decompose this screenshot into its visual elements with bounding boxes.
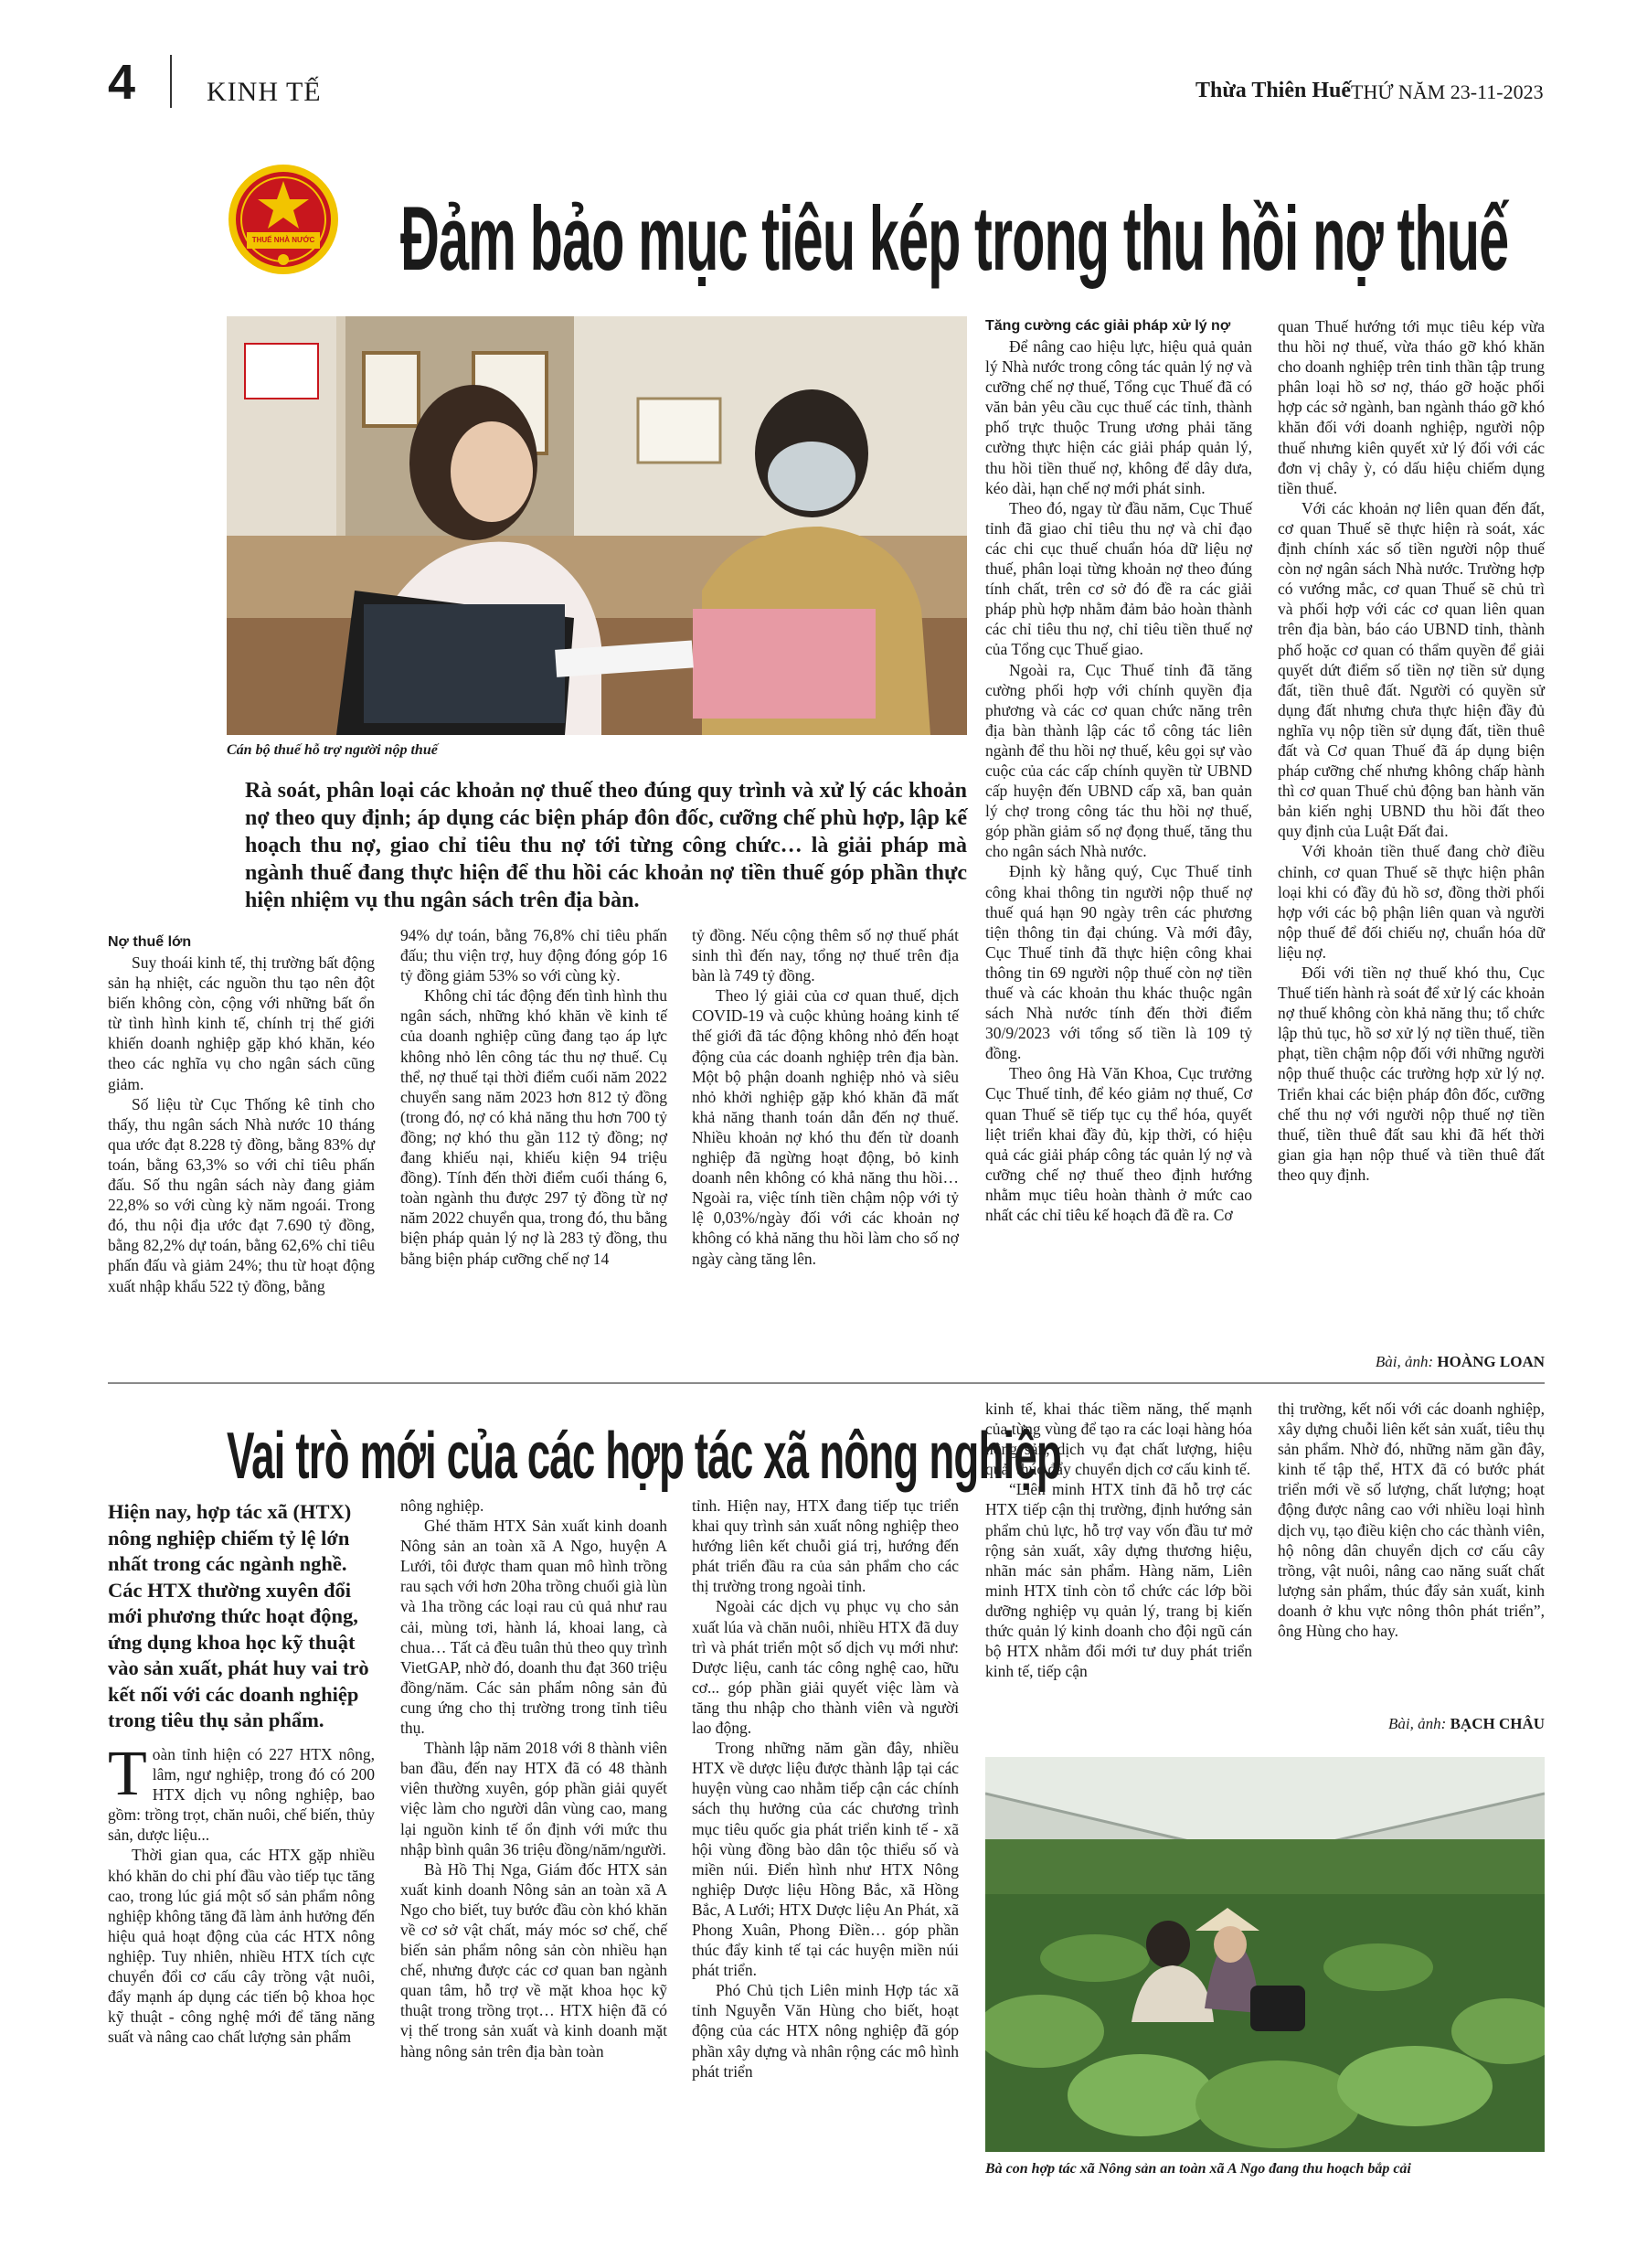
article2-lede xyxy=(108,1499,375,1734)
paragraph: Với các khoản nợ liên quan đến đất, cơ quan Thuế sẽ thực hiện rà soát, xác định chính xác số tiền người nộp thuế còn nợ ngân sách Nhà nước. Trường hợp có vướng mắc, cơ quan Thuế sẽ chủ trì và phối hợp với các cơ quan liên quan trên địa bàn, báo cáo UBND tỉnh, thành phố hoặc cơ quan có thẩm quyền để giải quyết dứt điểm số tiền nợ tiền sử dụng đất, tiền thuê đất. Người có quyền sử dụng đất nhưng chưa thực hiện đầy đủ nghĩa vụ nộp tiền sử dụng đất, tiền thuê đất và Cơ quan Thuế đã áp dụng biện pháp cưỡng chế nhưng không chấp hành thì cơ quan Thuế chủ động ban hành văn bản kiến nghị UBND thu hồi đất theo quy định của Luật Đất đai. xyxy=(1278,498,1545,841)
article1-credit xyxy=(1278,1353,1545,1371)
credit-label: Bài, ảnh: xyxy=(1388,1715,1447,1732)
paragraph: tỷ đồng. Nếu cộng thêm số nợ thuế phát sinh thì đến nay, tổng nợ thuế trên địa bàn là 749 tỷ đồng. xyxy=(692,926,959,985)
lede-text: Hiện nay, hợp tác xã (HTX) nông nghiệp chiếm tỷ lệ lớn nhất trong các ngành nghề. Các HTX thường xuyên đổi mới phương thức hoạt động, ứng dụng khoa học kỹ thuật vào sản xuất, phát huy vai trò kết nối với các doanh nghiệp trong tiêu thụ sản phẩm. xyxy=(108,1500,369,1731)
paragraph: Với khoản tiền thuế đang chờ điều chỉnh, cơ quan Thuế sẽ thực hiện phân loại khi có đầy đủ hồ sơ, đồng thời phối hợp với các bộ phận liên quan và người nộp thuế để đối chiếu nợ, chuẩn hóa dữ liệu nợ. xyxy=(1278,842,1545,962)
paragraph: Để nâng cao hiệu lực, hiệu quả quản lý Nhà nước trong công tác quản lý nợ và cưỡng chế nợ thuế, Tổng cục Thuế đã có văn bản yêu cầu cục thuế các tỉnh, thành phố trực thuộc Trung ương phải tăng cường thực hiện các giải pháp quản lý, thu hồi tiền thuế nợ, không để dây dưa, kéo dài, hạn chế nợ mới phát sinh. xyxy=(985,337,1252,497)
paragraph: Ngoài ra, Cục Thuế tỉnh đã tăng cường phối hợp với chính quyền địa phương và các cơ quan chức năng trên địa bàn thành lập các tổ công tác liên ngành để thu hồi nợ thuế, kêu gọi sự vào cuộc của các cấp chính quyền từ UBND cấp huyện đến UBND cấp xã, ban quản lý chợ trong công tác thu hồi nợ thuế, góp phần giảm số nợ đọng thuế, tăng thu cho ngân sách Nhà nước. xyxy=(985,660,1252,861)
tax-emblem xyxy=(227,161,340,278)
photo-caption: Cán bộ thuế hỗ trợ người nộp thuế xyxy=(227,742,438,758)
paragraph: Đối với tiền nợ thuế khó thu, Cục Thuế tiến hành rà soát để xử lý các khoản nợ thuế không còn khả năng thu; tổ chức lập thủ tục, hồ sơ xử lý nợ tiền thuế, tiền phạt, tiền chậm nộp đối với những người nộp thuế thuộc các trường hợp xử lý nợ. Triển khai các biện pháp đôn đốc, cưỡng chế thu nợ với người nộp thuế nợ tiền thuế, tiền thuê đất sau khi đã hết thời gian gia hạn nộp thuế và tiền thuê đất theo quy định. xyxy=(1278,964,1545,1184)
paragraph: “Liên minh HTX tỉnh đã hỗ trợ các HTX tiếp cận thị trường, định hướng sản phẩm chủ lực, hỗ trợ vay vốn đầu tư mở rộng sản xuất, xây dựng thương hiệu, nhãn mác sản phẩm. Hàng năm, Liên minh HTX tỉnh còn tổ chức các lớp bồi dưỡng nghiệp vụ quản lý, trang bị kiến thức quản lý kinh doanh cho đội ngũ cán bộ HTX nhằm đổi mới tư duy phát triển kinh tế, tiếp cận xyxy=(985,1480,1252,1681)
paragraph: Ghé thăm HTX Sản xuất kinh doanh Nông sản an toàn xã A Ngo, huyện A Lưới, tôi được tham quan mô hình trồng rau sạch với hơn 20ha trồng chuối già lùn và 1ha trồng các loại rau củ quả như rau cải, mùng tơi, hành lá, khoai lang, cà chua… Tất cả đều tuân thủ theo quy trình VietGAP, nhờ đó, doanh thu đạt 360 triệu đồng/năm. Các sản phẩm nông sản đủ cung ứng cho thị trường trong tỉnh tiêu thụ. xyxy=(400,1517,667,1738)
page-number: 4 xyxy=(108,55,136,110)
article1-lede xyxy=(245,777,967,914)
article1-col-c xyxy=(692,925,959,1269)
article1-col-b xyxy=(400,925,667,1269)
credit-label: Bài, ảnh: xyxy=(1375,1353,1434,1370)
drop-cap: T xyxy=(108,1739,147,1809)
paragraph: 94% dự toán, bằng 76,8% chỉ tiêu phấn đấu; thu viện trợ, huy động đóng góp 16 tỷ đồng giảm 53% so với cùng kỳ. xyxy=(400,926,667,985)
cabbage-harvest-photo xyxy=(985,1757,1545,2152)
paragraph: Ngoài các dịch vụ phục vụ cho sản xuất lúa và chăn nuôi, nhiều HTX đã duy trì và phát triển một số dịch vụ mới như: Dược liệu, canh tác công nghệ cao, hữu cơ... góp phần giải quyết việc làm và tăng thu nhập cho thành viên và người lao động. xyxy=(692,1597,959,1738)
article2-col-a xyxy=(108,1739,375,2047)
tax-office-photo xyxy=(227,316,967,735)
page-header xyxy=(0,0,1647,119)
paragraph: tỉnh. Hiện nay, HTX đang tiếp tục triển khai quy trình sản xuất nông nghiệp theo hướng liên kết chuỗi giá trị, hướng đến phát triển đầu ra của sản phẩm cho các thị trường trong ngoài tỉnh. xyxy=(692,1496,959,1596)
subhead-giai-phap: Tăng cường các giải pháp xử lý nợ xyxy=(985,318,1231,334)
paragraph: Số liệu từ Cục Thống kê tỉnh cho thấy, thu ngân sách Nhà nước 10 tháng qua ước đạt 8.228 tỷ đồng, bằng 83% dự toán, bằng 63,3% so với chỉ tiêu phấn đấu. Số thu ngân sách này đang giảm 22,8% so với cùng kỳ năm ngoái. Trong đó, thu nội địa ước đạt 7.690 tỷ đồng, bằng 82,2% dự toán, bằng 62,6% chỉ tiêu phấn đấu và giảm 24%; thu từ hoạt động xuất nhập khẩu 522 tỷ đồng, bằng xyxy=(108,1094,375,1295)
paragraph: Theo đó, ngay từ đầu năm, Cục Thuế tỉnh đã giao chỉ tiêu thu nợ và chỉ đạo các chi cục thuế chuẩn hóa dữ liệu nợ thuế, phân loại từng khoản nợ theo đúng tính chất, trên cơ sở đó đề ra các giải pháp phù hợp nhằm đảm bảo hoàn thành các chỉ tiêu thu nợ, chỉ tiêu tiền thuế nợ của Tổng cục Thuế giao. xyxy=(985,498,1252,659)
paragraph: quan Thuế hướng tới mục tiêu kép vừa thu hồi nợ thuế, vừa tháo gỡ khó khăn cho doanh nghiệp trên tinh thần tập trung phân loại hồ sơ nợ, tháo gỡ hoặc phối hợp các sở ngành, ban ngành tháo gỡ khó khăn đối với doanh nghiệp, người nộp thuế nhưng kiên quyết xử lý đối với các đơn vị chây ỳ, có dấu hiệu chiếm dụng tiền thuế. xyxy=(1278,317,1545,497)
paragraph: Thời gian qua, các HTX gặp nhiều khó khăn do chi phí đầu vào tiếp tục tăng cao, trong lúc giá một số sản phẩm nông nghiệp không tăng đã làm ảnh hưởng đến hiệu quả hoạt động của các HTX nông nghiệp. Tuy nhiên, nhiều HTX tích cực chuyển đổi cơ cấu cây trồng vật nuôi, đẩy mạnh áp dụng các tiến bộ khoa học kỹ thuật - công nghệ mới để tăng năng suất và nâng cao chất lượng sản phẩm xyxy=(108,1846,375,2047)
article1-title: Đảm bảo mục tiêu kép trong thu hồi nợ thuế xyxy=(400,187,1509,289)
paragraph: Theo lý giải của cơ quan thuế, dịch COVID-19 và cuộc khủng hoảng kinh tế thế giới đã tác động không nhỏ đến hoạt động của các doanh nghiệp trên địa bàn. Một bộ phận doanh nghiệp nhỏ và siêu nhỏ khởi nghiệp gặp khó khăn đã mất khả năng thanh toán dẫn đến nợ thuế. Nhiều khoản nợ khó thu đến từ doanh nghiệp đã ngừng hoạt động, bỏ kinh doanh nên không có khả năng thu hồi… Ngoài ra, việc tính tiền chậm nộp với tỷ lệ 0,03%/ngày đối với các khoản nợ không có khả năng thu hồi làm cho số nợ ngày càng tăng lên. xyxy=(692,986,959,1268)
paragraph: Thành lập năm 2018 với 8 thành viên ban đầu, đến nay HTX đã có 48 thành viên thường xuyên, góp phần giải quyết việc làm cho người dân vùng cao, mang lại nguồn kinh tế ổn định với mức thu nhập bình quân 36 triệu đồng/năm/người. xyxy=(400,1739,667,1858)
article2-col-c xyxy=(692,1496,959,2082)
paragraph: nông nghiệp. xyxy=(400,1496,484,1515)
lede-text: Rà soát, phân loại các khoản nợ thuế theo đúng quy trình và xử lý các khoản nợ theo quy định; áp dụng các biện pháp đôn đốc, cưỡng chế phù hợp, lập kế hoạch thu nợ, giao chỉ tiêu thu nợ tới từng công chức… là giải pháp mà ngành thuế đang thực hiện để thu hồi các khoản nợ tiền thuế góp phần thực hiện nhiệm vụ thu ngân sách trên địa bàn. xyxy=(245,779,967,912)
article2-col-d xyxy=(985,1399,1252,1681)
header-divider xyxy=(170,55,172,108)
article1-col-e xyxy=(1278,316,1545,1185)
paragraph: Trong những năm gần đây, nhiều HTX về dược liệu được thành lập tại các huyện vùng cao nhằm tiếp cận các chính sách thụ hưởng của các chương trình mục tiêu quốc gia phát triển kinh tế - xã hội vùng đồng bào dân tộc thiểu số và miền núi. Điển hình như HTX Nông nghiệp Dược liệu Hồng Bắc, xã Hồng Bắc, A Lưới; HTX Dược liệu An Phát, xã Phong Xuân, Phong Điền… góp phần thúc đẩy kinh tế tại các huyện miền núi phát triển. xyxy=(692,1739,959,1980)
paper-name: Thừa Thiên Huế xyxy=(1195,79,1352,102)
paragraph: thị trường, kết nối với các doanh nghiệp, xây dựng chuỗi liên kết sản xuất, tiêu thụ sản phẩm. Nhờ đó, những năm gần đây, kinh tế tập thể, HTX đã có bước phát triển mới về số lượng, chất lượng; hoạt động được nâng cao với nhiều loại hình dịch vụ, tạo điều kiện cho các thành viên, hộ nông dân chuyển dịch cơ cấu cây trồng, vật nuôi, nâng cao năng suất chất lượng sản phẩm, thúc đẩy sản xuất, kinh doanh ở khu vực nông thôn phát triển”, ông Hùng cho hay. xyxy=(1278,1400,1545,1641)
paragraph: Bà Hồ Thị Nga, Giám đốc HTX sản xuất kinh doanh Nông sản an toàn xã A Ngo cho biết, tuy bước đầu còn khó khăn về cơ sở vật chất, máy móc sơ chế, chế biến sản phẩm nông sản còn nhiều hạn chế, nhưng được các cơ quan ban ngành quan tâm, hỗ trợ về mặt khoa học kỹ thuật trong trồng trọt… HTX hiện đã có vị thế trong sản xuất và kinh doanh mặt hàng nông sản trên địa bàn toàn xyxy=(400,1859,667,2060)
paragraph: Theo ông Hà Văn Khoa, Cục trưởng Cục Thuế tỉnh, để kéo giảm nợ thuế, Cơ quan Thuế sẽ tiếp tục cụ thể hóa, quyết liệt triển khai đầy đủ, kịp thời, có hiệu quả các giải pháp công tác quản lý nợ và cưỡng chế nợ thuế theo định hướng nhằm mục tiêu hoàn thành ở mức cao nhất các chỉ tiêu kế hoạch đã đề ra. Cơ xyxy=(985,1064,1252,1225)
photo-caption: Bà con hợp tác xã Nông sản an toàn xã A Ngo đang thu hoạch bắp cải xyxy=(985,2161,1411,2177)
article2-col-e xyxy=(1278,1399,1545,1641)
article2-credit xyxy=(1278,1715,1545,1733)
paragraph: Suy thoái kinh tế, thị trường bất động sản hạ nhiệt, các nguồn thu tạo nên đột biến không còn, cộng với những bất ổn từ tình hình kinh tế, chính trị thế giới khiến doanh nghiệp gặp khó khăn, kéo theo các nghĩa vụ cho ngân sách cũng giảm. xyxy=(108,953,375,1093)
article2-col-b xyxy=(400,1496,667,2061)
article1-col-a xyxy=(108,932,375,1296)
paragraph: Không chỉ tác động đến tình hình thu ngân sách, những khó khăn về kinh tế của doanh nghiệp cũng đang tạo áp lực không nhỏ lên công tác thu nợ thuế. Cụ thể, nợ thuế tại thời điểm cuối năm 2022 chuyển sang năm 2023 hơn 812 tỷ đồng (trong đó, nợ có khả năng thu hơn 700 tỷ đồng; nợ khó thu gần 112 tỷ đồng; nợ đang khiếu nại, khiếu kiện 94 triệu đồng). Tính đến thời điểm cuối tháng 6, toàn ngành thu được 297 tỷ đồng từ nợ năm 2022 chuyển qua, trong đó, thu bằng biện pháp quản lý nợ là 283 tỷ đồng, thu bằng biện pháp cưỡng chế nợ 14 xyxy=(400,986,667,1268)
credit-name: HOÀNG LOAN xyxy=(1437,1353,1545,1370)
section-divider xyxy=(108,1382,1545,1384)
subhead-no-thue-lon: Nợ thuế lớn xyxy=(108,934,192,950)
paragraph: oàn tỉnh hiện có 227 HTX nông, lâm, ngư nghiệp, trong đó có 200 HTX dịch vụ nông nghiệp, bao gồm: trồng trọt, chăn nuôi, chế biến, thủy sản, dược liệu... xyxy=(108,1745,375,1845)
paragraph: kinh tế, khai thác tiềm năng, thế mạnh của từng vùng để tạo ra các loại hàng hóa nông sản, dịch vụ đạt chất lượng, hiệu quả, thúc đẩy chuyển dịch cơ cấu kinh tế. xyxy=(985,1400,1252,1479)
article1-col-d xyxy=(985,316,1252,1225)
issue-date: THỨ NĂM 23-11-2023 xyxy=(1351,80,1544,103)
paragraph: Định kỳ hằng quý, Cục Thuế tỉnh công khai thông tin người nộp thuế nợ thuế quá hạn 90 ngày trên các phương tiện thông tin đại chúng. Và mới đây, Cục Thuế tỉnh đã thực hiện công khai thông tin 69 người nộp thuế còn nợ tiền thuế và các khoản thu khác thuộc ngân sách Nhà nước tính đến thời điểm 30/9/2023 với tổng số tiền là 109 tỷ đồng. xyxy=(985,862,1252,1063)
section-name: KINH TẾ xyxy=(207,77,322,107)
credit-name: BẠCH CHÂU xyxy=(1450,1715,1545,1732)
paragraph: Phó Chủ tịch Liên minh Hợp tác xã tỉnh Nguyễn Văn Hùng cho biết, hoạt động của các HTX nông nghiệp đã góp phần xây dựng và nhân rộng các mô hình phát triển xyxy=(692,1981,959,2081)
emblem-text: THUẾ NHÀ NƯỚC xyxy=(251,236,315,244)
article2-title: Vai trò mới của các hợp tác xã nông nghiệp xyxy=(227,1419,1062,1494)
